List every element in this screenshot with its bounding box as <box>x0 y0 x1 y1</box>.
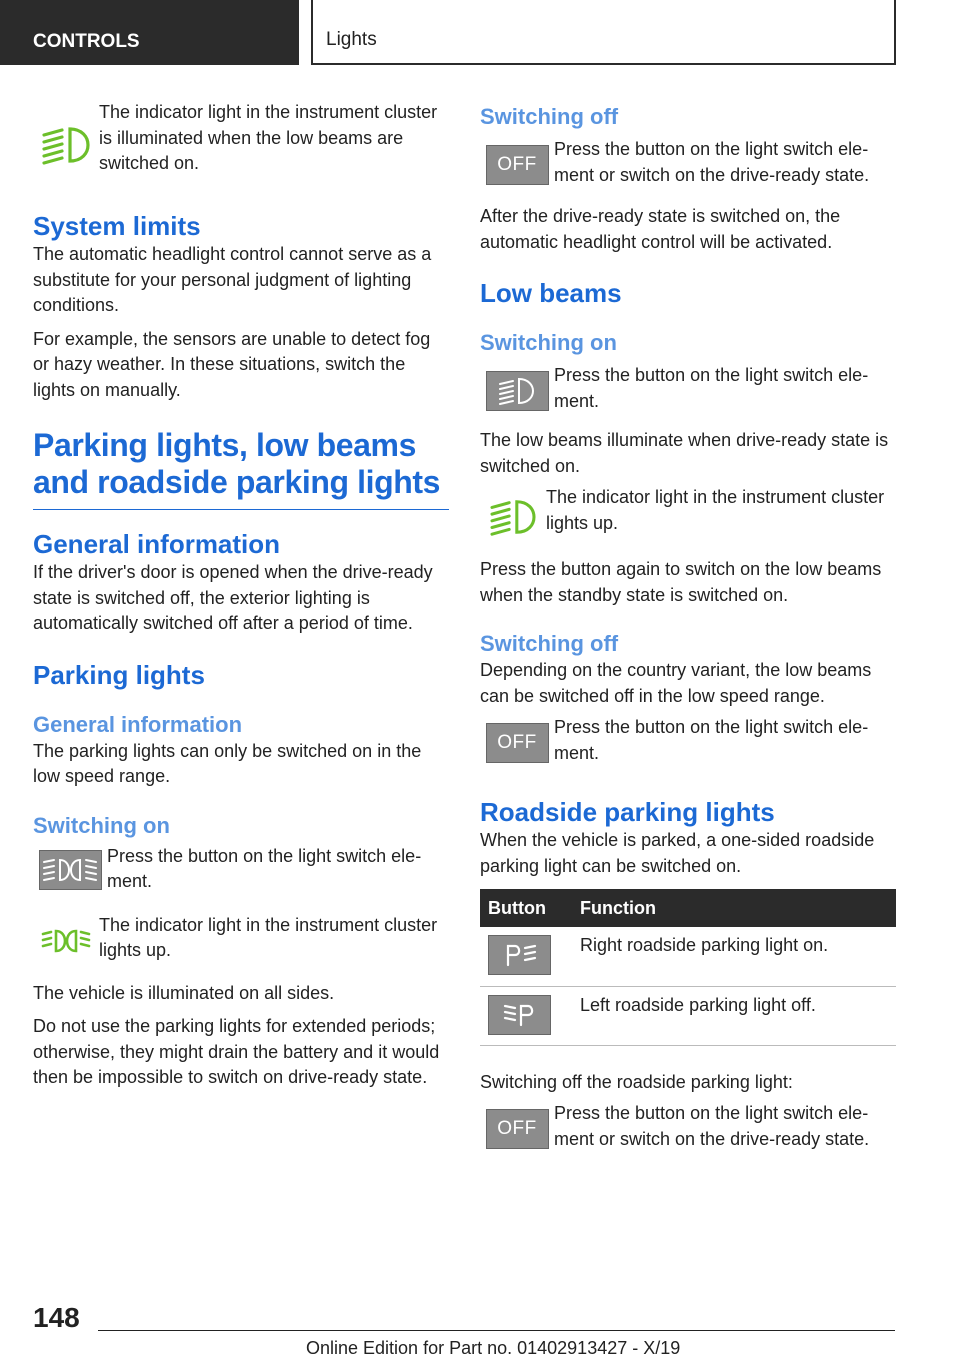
system-limits-p2: For example, the sensors are unable to detect fog or hazy weather. In these situations, switch the lights on manually. <box>33 328 431 400</box>
parking-switch-on-text: Press the button on the light switch element. <box>107 845 422 891</box>
chapter-title-line1: Parking lights, low beams <box>33 427 416 463</box>
page-number: 148 <box>33 1302 80 1333</box>
table-header-button: Button <box>480 889 572 927</box>
switch-off-row <box>480 141 896 188</box>
section-tab <box>0 0 299 65</box>
low-beams-switch-on-heading: Switching on <box>480 330 617 355</box>
parking-general-info-heading: General information <box>33 711 243 737</box>
roadside-p: When the vehicle is parked, a one-sided roadside parking light can be switched on. <box>480 830 875 876</box>
low-beams-switch-off-p: Depending on the country variant, the low beams can be switched off in the low speed range. <box>480 660 872 706</box>
table-cell-function: Left roadside parking light off. <box>572 986 896 1045</box>
low-beams-switch-off-row <box>480 719 896 766</box>
table-cell-button <box>480 927 572 986</box>
low-beams-switch-off-text: Press the button on the light switch element. <box>554 717 869 763</box>
table-row <box>480 927 896 986</box>
left-column <box>33 100 449 1091</box>
right-column <box>480 100 896 1152</box>
low-beams-off-button[interactable] <box>480 719 554 763</box>
parking-lights-heading: Parking lights <box>33 659 205 690</box>
switch-off-heading: Switching off <box>480 104 619 129</box>
table-cell-button <box>480 986 572 1045</box>
parking-general-info-p: The parking lights can only be switched on in the low speed range. <box>33 740 422 786</box>
table-header-function: Function <box>572 889 896 927</box>
roadside-off-button-label: OFF <box>486 1109 549 1149</box>
switch-off-p: After the drive-ready state is switched on, the automatic headlight control will be activated. <box>480 206 841 252</box>
switch-off-text: Press the button on the light switch element or switch on the drive-ready state. <box>554 139 870 185</box>
roadside-switch-off-text: Press the button on the light switch element or switch on the drive-ready state. <box>554 1103 870 1149</box>
general-information-heading: General information <box>33 529 281 559</box>
parking-lights-button[interactable] <box>33 848 107 890</box>
parking-switch-on-heading: Switching on <box>33 812 170 838</box>
edition-text: Online Edition for Part no. 01402913427 - X/19 <box>306 1338 681 1358</box>
footer-divider <box>98 1330 895 1331</box>
low-beam-button[interactable] <box>480 367 554 411</box>
parking-warning-text: Do not use the parking lights for extended periods; otherwise, they might drain the battery and it would then be impossible to switch on drive-ready state. <box>33 1016 440 1087</box>
table-cell-function: Right roadside parking light on. <box>572 927 896 986</box>
roadside-switch-off-row <box>480 1105 896 1152</box>
chapter-title <box>33 427 449 510</box>
roadside-off-button[interactable] <box>480 1105 554 1149</box>
roadside-table <box>480 889 896 1046</box>
low-beams-indicator-row <box>480 487 896 547</box>
table-row <box>480 986 896 1045</box>
parking-indicator-row <box>33 914 449 965</box>
parking-switch-on-row <box>33 845 449 895</box>
table-header-row <box>480 889 896 927</box>
low-beam-indicator-icon <box>33 106 99 180</box>
section-tab-label: CONTROLS <box>33 31 140 52</box>
topic-tab <box>311 0 896 65</box>
parking-illuminated-text: The vehicle is illuminated on all sides. <box>33 982 335 1003</box>
roadside-switch-off-p: Switching off the roadside parking light: <box>480 1071 793 1092</box>
left-roadside-parking-icon[interactable] <box>488 995 551 1035</box>
system-limits-p1: The automatic headlight control cannot serve as a substitute for your personal judgment of lighting conditions. <box>33 244 432 315</box>
low-beam-indicator-row <box>33 102 449 180</box>
system-limits-heading: System limits <box>33 211 201 241</box>
chapter-title-line2: and roadside parking lights <box>33 464 441 500</box>
low-beams-switch-off-heading: Switching off <box>480 631 619 656</box>
off-button[interactable] <box>480 141 554 185</box>
low-beam-indicator-text: The indicator light in the instrument cluster is illuminated when the low beams are switched on. <box>99 102 438 173</box>
low-beams-switch-on-row <box>480 367 896 414</box>
off-button-label: OFF <box>486 145 549 185</box>
low-beams-off-button-label: OFF <box>486 723 549 763</box>
general-information-p1: If the driver's door is opened when the drive-ready state is switched off, the exterior lighting is automatically switched off after a period of time. <box>33 562 433 633</box>
topic-tab-label: Lights <box>326 29 377 50</box>
roadside-heading: Roadside parking lights <box>480 797 775 827</box>
low-beams-switch-on-text: Press the button on the light switch element. <box>554 365 869 411</box>
low-beams-indicator-icon <box>480 487 546 547</box>
right-roadside-parking-icon[interactable] <box>488 935 551 975</box>
parking-indicator-icon <box>33 917 99 965</box>
low-beams-heading: Low beams <box>480 278 622 308</box>
low-beams-indicator-text: The indicator light in the instrument cluster lights up. <box>546 487 885 533</box>
low-beams-p1: The low beams illuminate when drive-ready state is switched on. <box>480 430 889 476</box>
parking-indicator-text: The indicator light in the instrument cluster lights up. <box>99 914 438 960</box>
low-beams-p2: Press the button again to switch on the low beams when the standby state is switched on. <box>480 559 882 605</box>
